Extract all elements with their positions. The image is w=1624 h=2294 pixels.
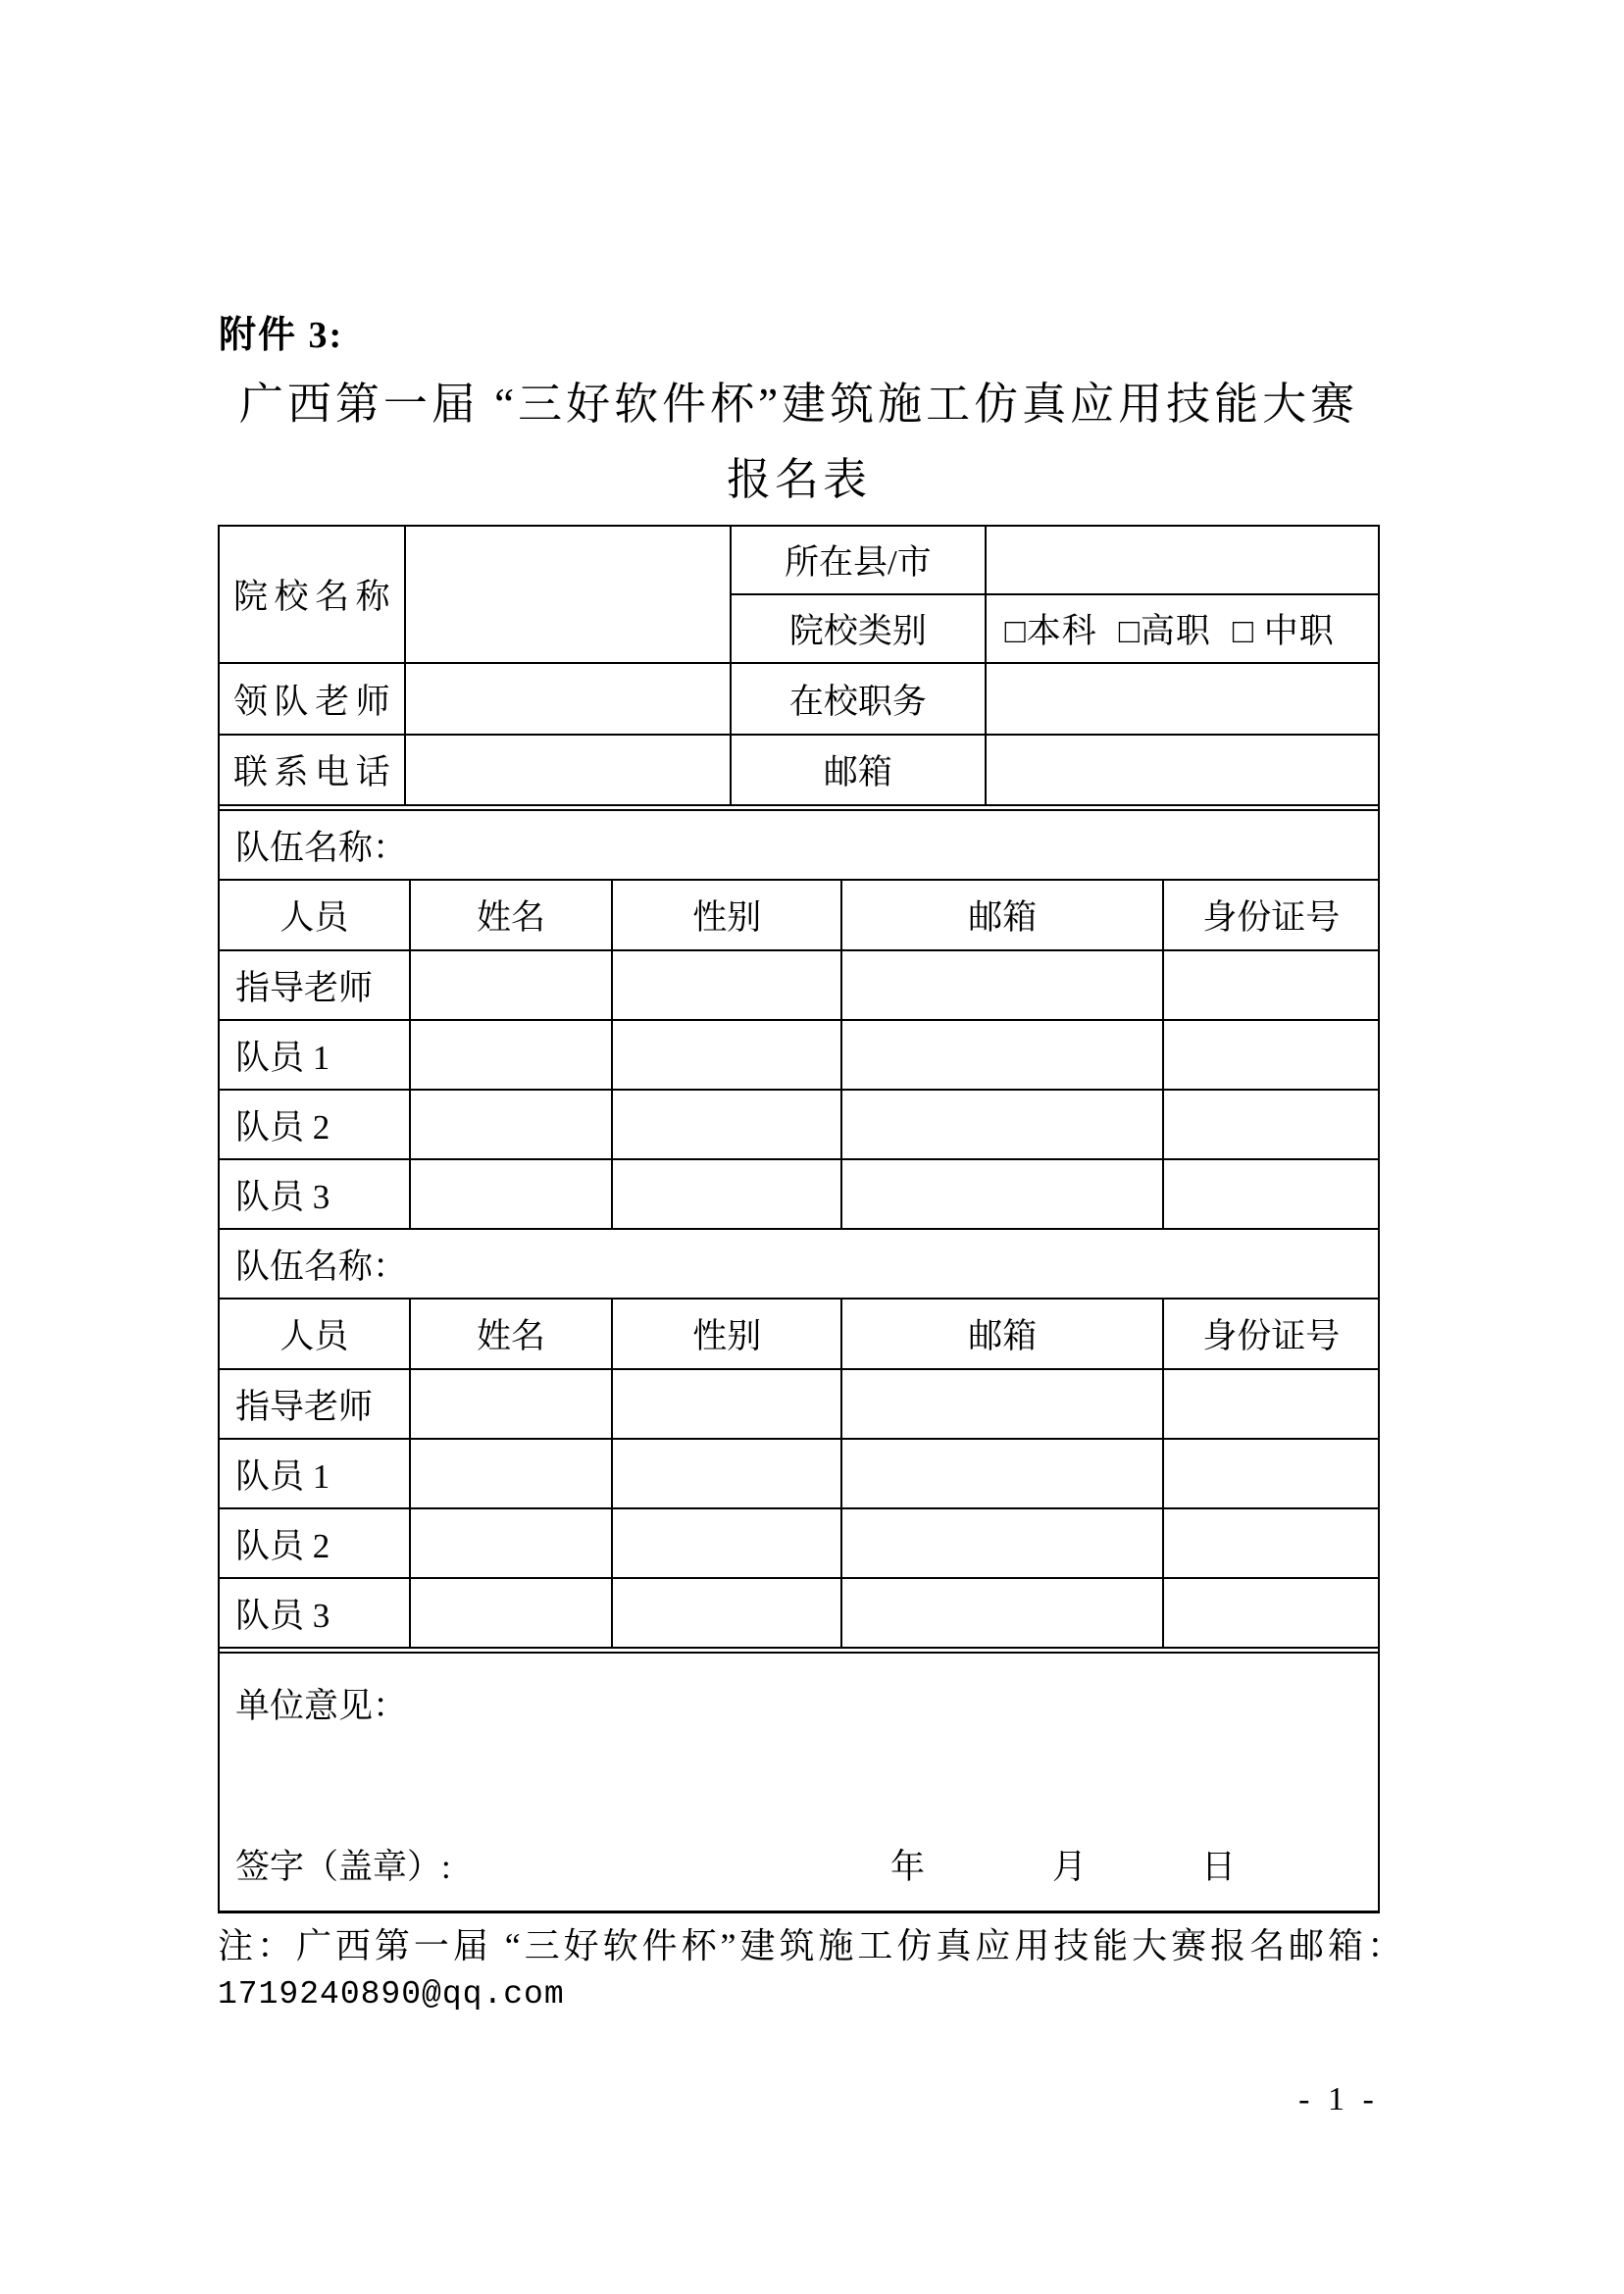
member-row [219, 1020, 1379, 1090]
position-label-cell: 在校职务 [731, 663, 986, 735]
date-month-label: 月 [1052, 1848, 1088, 1886]
team1-header-row [219, 880, 1379, 950]
member-name-cell [410, 1090, 613, 1159]
position-value-cell [986, 663, 1379, 735]
member-id-cell [1163, 1090, 1379, 1159]
member-name-cell [410, 1159, 613, 1229]
school-type-label-cell: 院校类别 [731, 594, 986, 663]
date-year-label: 年 [890, 1848, 926, 1886]
document-title-line2: 报名表 [726, 455, 871, 504]
header-id-cell: 身份证号 [1163, 1299, 1379, 1369]
member-row [219, 1369, 1379, 1439]
document-title [218, 367, 1380, 518]
team1-name-row [219, 810, 1379, 880]
signature-label: 签字（盖章）: [235, 1848, 451, 1886]
member-role-cell: 队员 2 [219, 1508, 410, 1578]
member-id-cell [1163, 950, 1379, 1020]
registration-table [218, 525, 1380, 1913]
member-row [219, 1439, 1379, 1508]
phone-label: 联系电话 [233, 753, 390, 791]
county-value-cell [986, 526, 1379, 594]
member-id-cell [1163, 1020, 1379, 1090]
leader-label-cell [219, 663, 405, 735]
teams-section [218, 809, 1380, 1649]
footnote-text: 注：广西第一届 “三好软件杯”建筑施工仿真应用技能大赛报名邮箱： [218, 1926, 1402, 1965]
member-row [219, 1159, 1379, 1229]
header-person-cell: 人员 [219, 1299, 410, 1369]
document-title-line1: 广西第一届 “三好软件杯”建筑施工仿真应用技能大赛 [238, 380, 1359, 429]
header-id-cell: 身份证号 [1163, 880, 1379, 950]
date-day-label: 日 [1201, 1848, 1237, 1886]
member-role-cell: 队员 3 [219, 1578, 410, 1648]
member-gender-cell [612, 1020, 841, 1090]
member-id-cell [1163, 1369, 1379, 1439]
member-email-cell [841, 1090, 1163, 1159]
header-email-cell: 邮箱 [841, 1299, 1163, 1369]
school-name-value-cell [405, 526, 731, 663]
table-row [219, 663, 1379, 735]
member-gender-cell [612, 1090, 841, 1159]
school-info-section [218, 525, 1380, 806]
member-gender-cell [612, 1369, 841, 1439]
member-id-cell [1163, 1578, 1379, 1648]
member-id-cell [1163, 1159, 1379, 1229]
county-label-cell: 所在县/市 [731, 526, 986, 594]
member-gender-cell [612, 1159, 841, 1229]
member-id-cell [1163, 1439, 1379, 1508]
header-email-cell: 邮箱 [841, 880, 1163, 950]
member-gender-cell [612, 1508, 841, 1578]
member-gender-cell [612, 950, 841, 1020]
member-row [219, 1090, 1379, 1159]
checkbox-option-benke: □本科 [1004, 612, 1097, 650]
member-email-cell [841, 950, 1163, 1020]
header-name-cell: 姓名 [410, 880, 613, 950]
checkbox-option-gaozhi: □高职 [1118, 612, 1211, 650]
table-row [219, 526, 1379, 594]
member-name-cell [410, 1508, 613, 1578]
header-name-cell: 姓名 [410, 1299, 613, 1369]
page-number: - 1 - [1298, 2081, 1379, 2117]
team2-header-row [219, 1299, 1379, 1369]
footnote [218, 1924, 1402, 2013]
member-name-cell [410, 1578, 613, 1648]
unit-opinion-label: 单位意见： [235, 1687, 408, 1725]
member-row [219, 1578, 1379, 1648]
member-email-cell [841, 1508, 1163, 1578]
team1-name-label-cell: 队伍名称： [219, 810, 1379, 880]
phone-label-cell [219, 735, 405, 805]
school-name-label-cell [219, 526, 405, 663]
team2-name-row [219, 1229, 1379, 1299]
member-row [219, 1508, 1379, 1578]
member-name-cell [410, 1020, 613, 1090]
phone-value-cell [405, 735, 731, 805]
member-row [219, 950, 1379, 1020]
member-gender-cell [612, 1578, 841, 1648]
team2-name-label-cell: 队伍名称： [219, 1229, 1379, 1299]
leader-value-cell [405, 663, 731, 735]
member-name-cell [410, 950, 613, 1020]
member-role-cell: 队员 3 [219, 1159, 410, 1229]
leader-label: 领队老师 [233, 682, 390, 721]
attachment-label: 附件 3: [219, 315, 344, 356]
member-email-cell [841, 1020, 1163, 1090]
email-label-cell: 邮箱 [731, 735, 986, 805]
header-gender-cell: 性别 [612, 880, 841, 950]
member-id-cell [1163, 1508, 1379, 1578]
member-gender-cell [612, 1439, 841, 1508]
unit-opinion-box [218, 1652, 1380, 1913]
header-person-cell: 人员 [219, 880, 410, 950]
member-role-cell: 队员 1 [219, 1439, 410, 1508]
member-email-cell [841, 1578, 1163, 1648]
table-row [219, 735, 1379, 805]
member-role-cell: 队员 1 [219, 1020, 410, 1090]
email-value-cell [986, 735, 1379, 805]
header-gender-cell: 性别 [612, 1299, 841, 1369]
member-role-cell: 队员 2 [219, 1090, 410, 1159]
member-email-cell [841, 1369, 1163, 1439]
member-email-cell [841, 1159, 1163, 1229]
member-name-cell [410, 1369, 613, 1439]
member-email-cell [841, 1439, 1163, 1508]
member-role-cell: 指导老师 [219, 1369, 410, 1439]
member-name-cell [410, 1439, 613, 1508]
checkbox-option-zhongzhi: □ 中职 [1232, 612, 1335, 650]
school-name-label: 院校名称 [233, 578, 390, 616]
school-type-options-cell [986, 594, 1379, 663]
signature-row [220, 1840, 1378, 1886]
member-role-cell: 指导老师 [219, 950, 410, 1020]
footnote-email: 1719240890@qq.com [218, 1976, 565, 2013]
